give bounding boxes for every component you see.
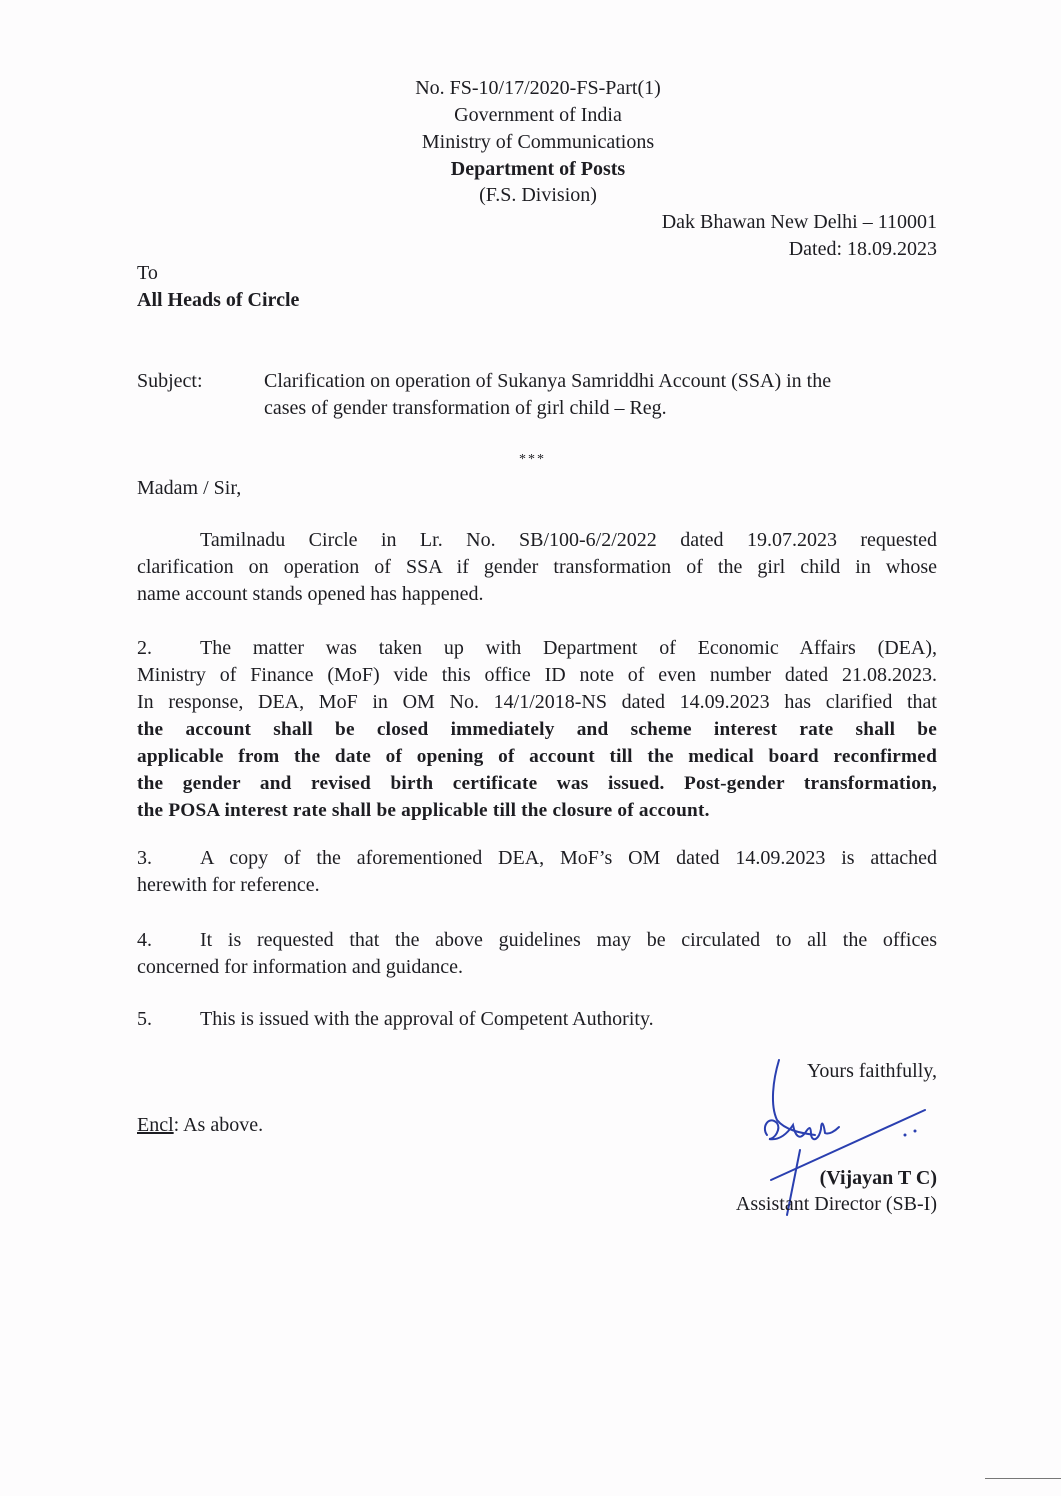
paragraph-line: Tamilnadu Circle in Lr. No. SB/100-6/2/2022 dated 19.07.2023 requested [200, 529, 937, 551]
paragraph-bold-line: the account shall be closed immediately and scheme interest rate shall be [137, 719, 937, 740]
subject-line: cases of gender transformation of girl child – Reg. [264, 397, 667, 419]
paragraph-line: This is issued with the approval of Competent Authority. [200, 1008, 654, 1030]
signatory-designation: Assistant Director (SB-I) [735, 1193, 937, 1215]
enclosure-text: : As above. [173, 1114, 264, 1136]
enclosure [137, 1112, 263, 1139]
paragraph-number: 3. [137, 847, 152, 869]
paragraph-bold-line: the POSA interest rate shall be applicable till the closure of account. [137, 800, 710, 821]
paragraph-line: name account stands opened has happened. [137, 583, 484, 605]
paragraph-line: herewith for reference. [137, 874, 320, 896]
subject-line: Clarification on operation of Sukanya Samriddhi Account (SSA) in the [264, 370, 832, 392]
paragraph-line: concerned for information and guidance. [137, 956, 463, 978]
paragraph-line: clarification on operation of SSA if gender transformation of the girl child in whose [137, 556, 937, 578]
letter-date: Dated: 18.09.2023 [788, 238, 937, 260]
reference-number: No. FS-10/17/2020-FS-Part(1) [415, 77, 661, 99]
paragraph-number: 2. [137, 637, 152, 659]
paragraph-5 [137, 1006, 937, 1033]
division: (F.S. Division) [479, 184, 597, 206]
to-label: To [137, 262, 158, 284]
paragraph-line: It is requested that the above guidelines may be circulated to all the offices [200, 929, 937, 951]
paragraph-bold-line: the gender and revised birth certificate was issued. Post-gender transformation, [137, 773, 937, 794]
paragraph-number: 4. [137, 929, 152, 951]
paragraph-line: Ministry of Finance (MoF) vide this office ID note of even number dated 21.08.2023. [137, 664, 937, 686]
paragraph-number: 5. [137, 1008, 152, 1030]
paragraph-line: A copy of the aforementioned DEA, MoF’s OM dated 14.09.2023 is attached [200, 847, 937, 869]
page-edge-mark [985, 1478, 1061, 1479]
subject-label: Subject: [137, 370, 203, 392]
paragraph-line: The matter was taken up with Department of Economic Affairs (DEA), [200, 637, 937, 659]
signatory-name: (Vijayan T C) [819, 1167, 937, 1189]
paragraph-bold-line: applicable from the date of opening of account till the medical board reconfirmed [137, 746, 937, 767]
paragraph-4 [137, 927, 937, 981]
salutation: Madam / Sir, [137, 477, 242, 499]
paragraph-1 [137, 527, 937, 608]
paragraph-line: In response, DEA, MoF in OM No. 14/1/2018-NS dated 14.09.2023 has clarified that [137, 691, 937, 713]
closing: Yours faithfully, [806, 1060, 937, 1082]
department: Department of Posts [450, 158, 626, 180]
paragraph-3 [137, 845, 937, 899]
government: Government of India [454, 104, 622, 126]
ministry: Ministry of Communications [421, 131, 655, 153]
address: Dak Bhawan New Delhi – 110001 [661, 211, 937, 233]
recipient: All Heads of Circle [137, 289, 300, 311]
paragraph-2 [137, 635, 937, 824]
separator: *** [519, 452, 546, 467]
enclosure-label: Encl [137, 1114, 174, 1136]
